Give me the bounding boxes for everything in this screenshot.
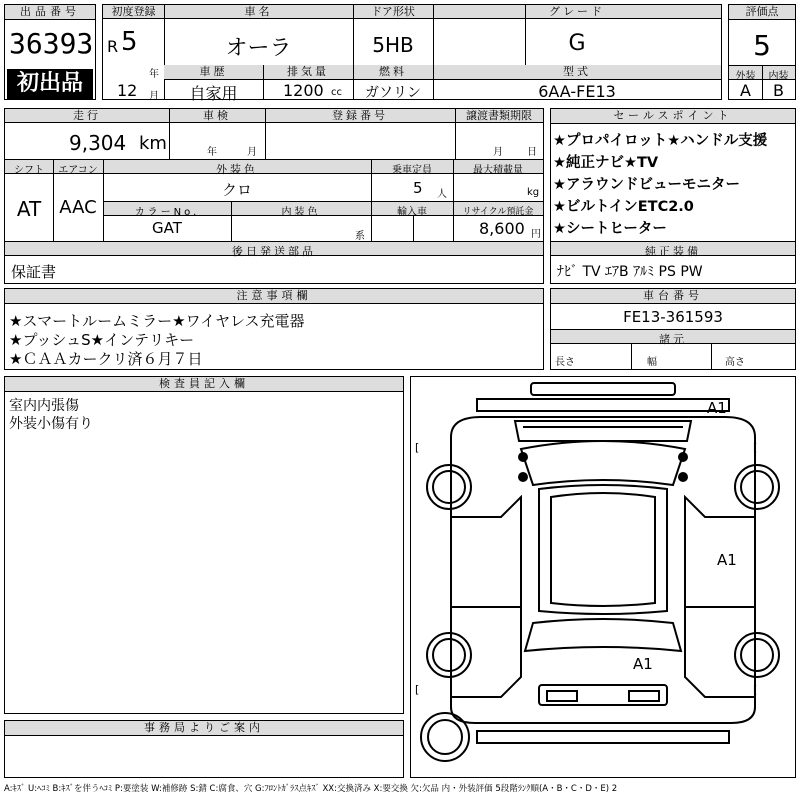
sales-item: ★純正ナビ★TV xyxy=(553,155,659,171)
capacity-unit: 人 xyxy=(437,189,447,200)
color-value: クロ xyxy=(221,181,252,199)
dims-height: 高さ xyxy=(725,357,745,368)
score-box xyxy=(728,4,796,100)
transfer-day-unit: 日 xyxy=(527,147,537,158)
mileage-unit: km xyxy=(139,133,167,154)
recycle-header: リサイクル預託金 xyxy=(462,207,534,217)
lot-number: 36393 xyxy=(9,27,94,60)
score-value: 5 xyxy=(753,29,771,62)
shift-value: AT xyxy=(16,197,42,221)
chassis-header: 車台番号 xyxy=(551,289,795,304)
detail-box xyxy=(4,108,544,284)
sales-header: セールスポイント xyxy=(551,109,795,124)
load-unit: kg xyxy=(527,187,540,198)
int-color-header: 内装色 xyxy=(281,207,321,218)
import-header: 輸入車 xyxy=(397,207,427,218)
note-item: ★ＣＡＡカークリ済６月７日 xyxy=(9,350,203,368)
mileage-value: 9,304 xyxy=(69,131,127,155)
note-item: ★スマートルームミラー★ワイヤレス充電器 xyxy=(9,312,305,330)
first-reg-month: 12 xyxy=(117,81,138,100)
chassis-box xyxy=(550,288,796,370)
aircon-value: AAC xyxy=(59,197,97,218)
dims-header: 諸元 xyxy=(659,333,687,346)
door-value: 5HB xyxy=(372,33,414,57)
bracket-mark: [ xyxy=(753,683,758,696)
inspector-line: 室内内張傷 xyxy=(9,398,79,414)
displacement-header: 排気量 xyxy=(287,65,329,78)
after-value: 保証書 xyxy=(11,263,57,281)
sales-item: ★ビルトインETC2.0 xyxy=(553,199,694,215)
chassis-value: FE13-361593 xyxy=(623,308,723,326)
after-header: 後日発送部品 xyxy=(232,245,316,258)
first-reg-year: 5 xyxy=(121,27,138,57)
recycle-value: 8,600 xyxy=(479,219,525,238)
sales-item: ★プロパイロット★ハンドル支援 xyxy=(553,133,768,149)
car-body-diagram xyxy=(411,377,795,777)
displacement-unit: cc xyxy=(331,87,342,98)
sales-item: ★アラウンドビューモニター xyxy=(553,177,740,193)
model-header: 型式 xyxy=(563,65,591,78)
legend-text: A:ｷｽﾞ U:ﾍｺﾐ B:ｷｽﾞを伴うﾍｺﾐ P:要塗装 W:補修跡 S:錆 C:腐食、穴 G:ﾌﾛﾝﾄｶﾞﾗｽ点ｷｽﾞ XX:交換済み X:要交換 欠:欠品 内・外装評価 5段階ﾗﾝｸ順(A・B・C・D・E) 2 xyxy=(4,784,618,794)
damage-diagram-box xyxy=(410,376,796,778)
history-header: 車歴 xyxy=(199,65,228,78)
model-value: 6AA-FE13 xyxy=(538,82,616,101)
dims-length: 長さ xyxy=(555,357,575,368)
mileage-header: 走行 xyxy=(73,109,101,122)
damage-mark: A1 xyxy=(707,399,727,417)
first-reg-year-unit: 年 xyxy=(149,69,159,80)
damage-mark: A1 xyxy=(717,551,737,569)
equipment-value: ﾅﾋﾞ TV ｴｱB ｱﾙﾐ PS PW xyxy=(557,264,703,280)
inspector-header: 検査員記入欄 xyxy=(5,377,403,392)
ext-header: 外装 xyxy=(735,71,756,82)
first-reg-header: 初度登録 xyxy=(111,5,156,18)
capacity-header: 乗車定員 xyxy=(392,165,432,176)
color-no-value: GAT xyxy=(152,219,182,237)
grade-value: G xyxy=(568,31,586,56)
history-value: 自家用 xyxy=(189,84,238,103)
inspection-year-unit: 年 xyxy=(207,147,217,158)
bracket-mark: [ xyxy=(753,441,758,454)
bracket-mark: [ xyxy=(415,441,420,454)
shift-header: シフト xyxy=(14,165,44,176)
inspector-box xyxy=(4,376,404,714)
int-header: 内装 xyxy=(768,71,789,82)
lot-box xyxy=(4,4,96,100)
damage-mark: A1 xyxy=(633,655,653,673)
car-name-header: 車名 xyxy=(244,5,273,18)
inspector-line: 外装小傷有り xyxy=(9,416,93,432)
main-info-box xyxy=(102,4,722,103)
first-listing-badge: 初出品 xyxy=(7,69,93,99)
aircon-header: エアコン xyxy=(58,165,98,176)
door-header: ドア形状 xyxy=(371,5,415,18)
sales-box xyxy=(550,108,796,284)
first-reg-month-unit: 月 xyxy=(149,91,159,102)
fuel-header: 燃料 xyxy=(379,65,407,78)
office-box xyxy=(4,720,404,778)
notes-box xyxy=(4,288,544,370)
office-header: 事務局よりご案内 xyxy=(5,721,403,736)
reg-no-header: 登録番号 xyxy=(332,109,388,122)
color-no-header: カラーNo. xyxy=(134,207,200,218)
sales-item: ★シートヒーター xyxy=(553,221,667,237)
transfer-month-unit: 月 xyxy=(493,147,503,158)
bracket-mark: [ xyxy=(415,683,420,696)
fuel-value: ガソリン xyxy=(365,85,421,101)
first-reg-era: R xyxy=(107,37,119,56)
inspection-header: 車検 xyxy=(203,109,231,122)
grade-header: グレード xyxy=(549,5,605,18)
int-color-unit: 系 xyxy=(355,231,365,242)
equipment-header: 純正装備 xyxy=(645,245,701,258)
note-item: ★プッシュS★インテリキー xyxy=(9,331,195,349)
load-header: 最大積載量 xyxy=(473,165,523,176)
lot-header: 出品番号 xyxy=(5,5,95,20)
dims-width: 幅 xyxy=(647,357,657,368)
score-header: 評価点 xyxy=(729,5,795,20)
car-name-value: オーラ xyxy=(225,36,292,61)
ext-grade: A xyxy=(740,81,751,100)
notes-header: 注意事項欄 xyxy=(5,289,543,304)
transfer-header: 譲渡書類期限 xyxy=(466,109,532,122)
capacity-value: 5 xyxy=(413,179,423,197)
int-grade: B xyxy=(773,81,784,100)
displacement-value: 1200 xyxy=(283,81,324,100)
inspection-month-unit: 月 xyxy=(247,147,257,158)
recycle-unit: 円 xyxy=(531,229,541,240)
color-header: 外装色 xyxy=(216,163,258,176)
